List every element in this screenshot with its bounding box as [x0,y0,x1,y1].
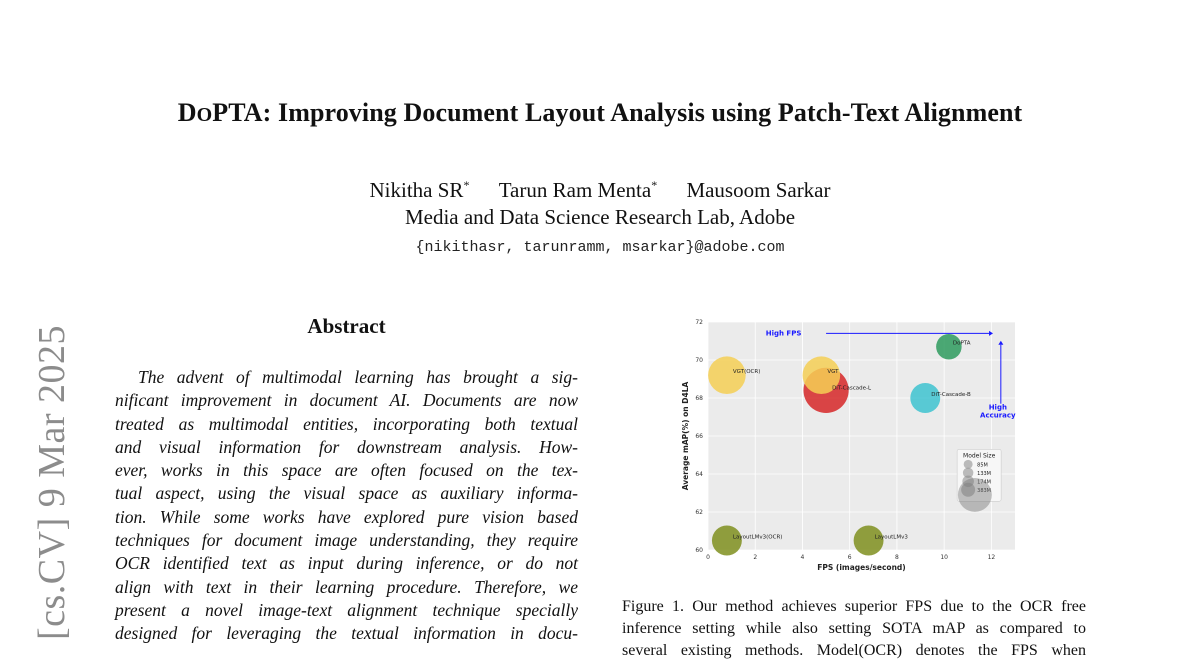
y-tick-label: 66 [695,433,703,440]
abstract-line: designed for leveraging the textual information in docu- [115,623,578,644]
high-fps-annotation: High FPS [765,329,802,338]
abstract-line: tion. While some works have explored pure vision based [115,506,578,527]
data-point [910,383,940,413]
abstract-line: treated as multimodal entities, incorporating both textual [115,413,578,434]
high-accuracy-annotation: Accuracy [980,411,1016,420]
author-1-name: Nikitha SR [369,178,464,202]
abstract-line: The advent of multimodal learning has brought a sig- [138,367,578,387]
abstract-line: and visual information for downstream analysis. How- [115,436,578,457]
scatter-chart [676,314,1036,578]
abstract-line: ever, works in this space are often focused on the tex- [115,460,578,481]
point-label: LayoutLMv3 [874,534,908,541]
legend-title: Model Size [963,452,996,460]
y-axis-label: Average mAP(%) on D4LA [681,381,690,491]
author-3-name: Mausoom Sarkar [686,178,831,202]
abstract-line: techniques for document image understanding, they require [115,530,578,551]
y-tick-label: 62 [695,509,703,516]
point-label: LayoutLMv3(OCR) [732,534,783,541]
legend-label: 174M [977,479,992,486]
legend-label: 133M [977,470,992,477]
abstract-heading: Abstract [307,314,386,338]
x-axis-label: FPS (images/second) [817,563,906,572]
x-tick-label: 10 [940,554,948,561]
legend-marker [964,460,973,469]
legend-label: 85M [977,462,988,469]
author-1-mark: * [463,178,470,192]
abstract-line: align with text in their learning procedure. Therefore, we [115,576,578,597]
title-letter-o: O [196,104,213,126]
author-3 [686,178,830,202]
data-point [854,526,884,556]
figure-1 [676,314,1036,578]
size-key-bubble [958,478,992,512]
abstract-line: present a novel image-text alignment technique specially [115,599,578,620]
author-2-mark: * [651,178,658,192]
author-2-name: Tarun Ram Menta [498,178,652,202]
y-tick-label: 60 [695,547,703,554]
y-tick-label: 68 [695,395,703,402]
point-label: DiT-Cascade-B [931,392,971,398]
point-label: VGT [827,369,839,376]
x-tick-label: 2 [753,554,758,561]
title-letter-p: P [212,98,229,127]
caption-line: several existing methods. Model(OCR) denotes the FPS when [622,642,1086,659]
author-emails: {nikithasr, tarunramm, msarkar}@adobe.com [415,239,785,256]
y-tick-label: 70 [695,357,703,364]
x-tick-label: 0 [706,554,710,561]
abstract-body [115,366,578,646]
x-tick-label: 6 [847,554,852,561]
title-tail: TA: Improving Document Layout Analysis using Patch-Text Alignment [228,98,1023,127]
point-label: DiT-Cascade-L [832,385,872,392]
abstract-line: tual aspect, using the visual space as auxiliary informa- [115,483,578,504]
author-2 [499,178,658,202]
caption-line: inference setting while also setting SOTA mAP as compared to [622,620,1086,637]
x-tick-label: 4 [800,554,805,561]
high-accuracy-annotation: High [988,403,1007,412]
figure-caption [622,596,1086,662]
data-point [712,526,742,556]
caption-line: Figure 1. Our method achieves superior FPS due to the OCR free [622,598,1086,615]
legend-label: 383M [977,487,992,494]
author-1 [370,178,470,202]
abstract-line: OCR identified text as input during inference, or do not [115,553,578,574]
affiliation: Media and Data Science Research Lab, Adobe [404,205,796,229]
x-tick-label: 12 [987,554,996,561]
title-letter-d: D [177,98,197,127]
x-tick-label: 8 [895,554,899,561]
point-label: VGT(OCR) [732,369,761,376]
point-label: DoPTA [952,340,971,347]
y-tick-label: 64 [695,471,703,478]
paper-title [0,98,1200,128]
arxiv-stamp: [cs.CV] 9 Mar 2025 [31,324,73,640]
y-tick-label: 72 [695,319,703,326]
author-list [0,178,1200,203]
abstract-line: nificant improvement in document AI. Documents are now [115,390,578,411]
